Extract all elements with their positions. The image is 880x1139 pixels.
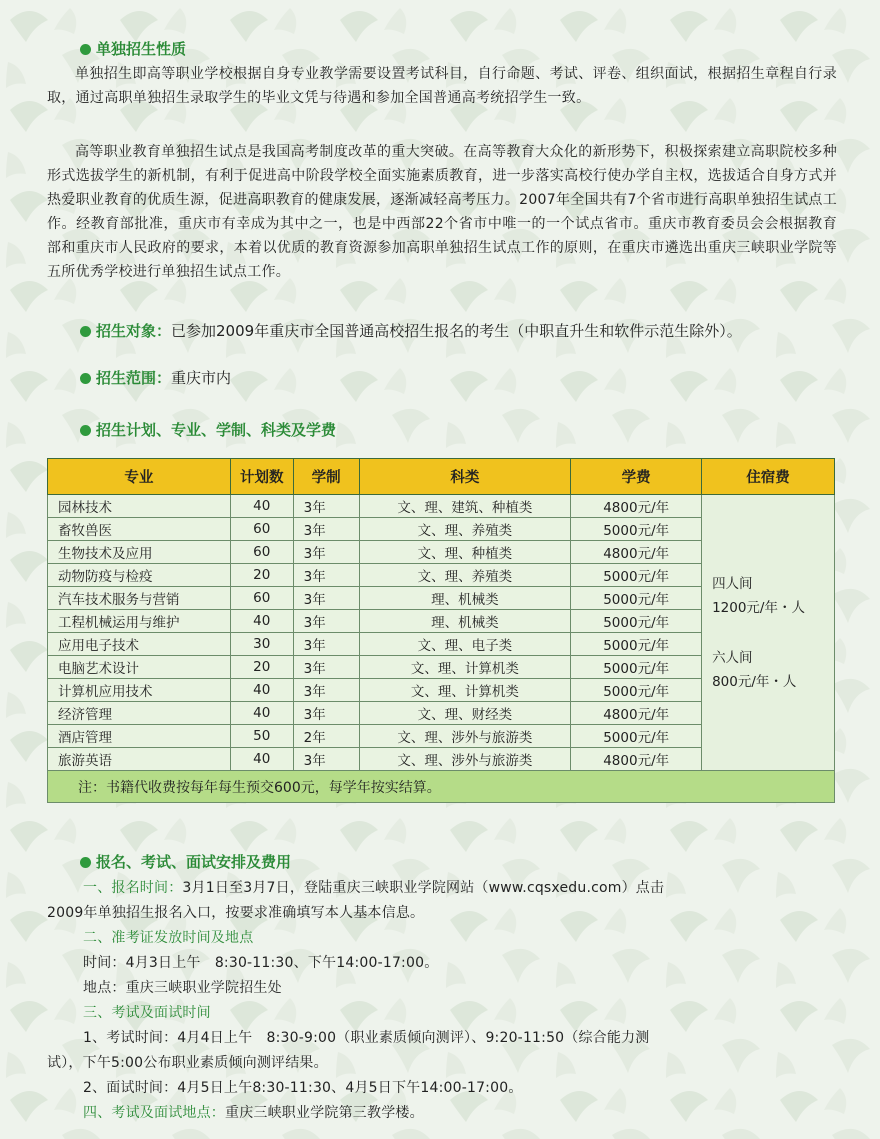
registration-text: 3月1日至3月7日，登陆重庆三峡职业学院网站（www.cqsxedu.com）点击 xyxy=(182,880,665,896)
exam-location-label: 四、考试及面试地点： xyxy=(83,1105,225,1121)
cell-major: 旅游英语 xyxy=(48,748,231,771)
table-header-row xyxy=(48,459,835,495)
cell-major: 动物防疫与检疫 xyxy=(48,564,231,587)
bullet-icon xyxy=(80,373,91,384)
nature-paragraph-2: 高等职业教育单独招生试点是我国高考制度改革的重大突破。在高等教育大众化的新形势下，积极探索建立高职院校多种形式选拔学生的新机制，有利于促进高中阶段学校全面实施素质教育，进一步落实高校行使办学自主权，选拔适合自身方式并热爱职业教育的优质生源，促进高职教育的健康发展，逐渐减轻高考压力。2007年全国共有7个省市进行高职单独招生试点工作。经教育部批准，重庆市有幸成为其中之一，也是中西部22个省市中唯一的一个试点省市。重庆市教育委员会会根据教育部和重庆市人民政府的要求，本着以优质的教育资源参加高职单独招生试点工作的原则，在重庆市遴选出重庆三峡职业学院等五所优秀学校进行单独招生试点工作。 xyxy=(47,144,837,280)
cell-category: 文、理、财经类 xyxy=(359,702,571,725)
cell-major: 畜牧兽医 xyxy=(48,518,231,541)
bullet-icon xyxy=(80,326,91,337)
header-quota: 计划数 xyxy=(230,459,293,495)
cell-duration: 3年 xyxy=(293,518,359,541)
cell-category: 文、理、种植类 xyxy=(359,541,571,564)
dorm-fee-cell xyxy=(702,495,835,771)
cell-quota: 30 xyxy=(230,633,293,656)
cell-category: 文、理、养殖类 xyxy=(359,564,571,587)
cell-quota: 20 xyxy=(230,656,293,679)
cell-duration: 3年 xyxy=(293,495,359,518)
cell-quota: 60 xyxy=(230,541,293,564)
admission-ticket-time: 时间：4月3日上午 8:30-11:30、下午14:00-17:00。 xyxy=(83,955,439,971)
interview-time-line: 2、面试时间：4月5日上午8:30-11:30、4月5日下午14:00-17:00。 xyxy=(83,1080,523,1096)
cell-tuition: 5000元/年 xyxy=(571,633,702,656)
cell-major: 工程机械运用与维护 xyxy=(48,610,231,633)
cell-category: 理、机械类 xyxy=(359,610,571,633)
cell-major: 酒店管理 xyxy=(48,725,231,748)
cell-quota: 40 xyxy=(230,610,293,633)
cell-category: 文、理、涉外与旅游类 xyxy=(359,748,571,771)
bullet-icon xyxy=(80,425,91,436)
exam-time-heading: 三、考试及面试时间 xyxy=(83,1005,211,1021)
cell-duration: 3年 xyxy=(293,564,359,587)
header-duration: 学制 xyxy=(293,459,359,495)
table-note-row xyxy=(48,771,835,803)
cell-quota: 40 xyxy=(230,679,293,702)
cell-duration: 3年 xyxy=(293,587,359,610)
cell-duration: 3年 xyxy=(293,679,359,702)
cell-tuition: 4800元/年 xyxy=(571,748,702,771)
cell-category: 文、理、计算机类 xyxy=(359,679,571,702)
target-row xyxy=(80,319,840,343)
cell-duration: 3年 xyxy=(293,541,359,564)
dorm-six-price: 800元/年・人 xyxy=(712,673,797,690)
bullet-icon xyxy=(80,857,91,868)
registration-line xyxy=(83,878,664,898)
bullet-icon xyxy=(80,44,91,55)
scope-label: 招生范围： xyxy=(96,369,172,387)
cell-category: 文、理、电子类 xyxy=(359,633,571,656)
cell-tuition: 5000元/年 xyxy=(571,518,702,541)
target-text: 已参加2009年重庆市全国普通高校招生报名的考生（中职直升生和软件示范生除外）。 xyxy=(171,322,742,340)
cell-tuition: 4800元/年 xyxy=(571,541,702,564)
dorm-six-block xyxy=(712,646,834,694)
cell-major: 汽车技术服务与营销 xyxy=(48,587,231,610)
registration-line-2: 2009年单独招生报名入口，按要求准确填写本人基本信息。 xyxy=(47,905,425,921)
cell-major: 园林技术 xyxy=(48,495,231,518)
cell-tuition: 5000元/年 xyxy=(571,725,702,748)
dorm-six-room: 六人间 xyxy=(712,649,753,666)
section-heading-arrangements xyxy=(80,852,291,872)
cell-tuition: 4800元/年 xyxy=(571,702,702,725)
cell-quota: 40 xyxy=(230,702,293,725)
plan-table xyxy=(47,458,835,803)
cell-quota: 60 xyxy=(230,587,293,610)
exam-location-line xyxy=(83,1103,424,1123)
header-dorm: 住宿费 xyxy=(702,459,835,495)
header-major: 专业 xyxy=(48,459,231,495)
admission-ticket-heading: 二、准考证发放时间及地点 xyxy=(83,930,254,946)
admission-ticket-place: 地点：重庆三峡职业学院招生处 xyxy=(83,980,282,996)
section-heading-plan xyxy=(80,420,336,440)
table-note: 注：书籍代收费按每年每生预交600元，每学年按实结算。 xyxy=(48,771,835,803)
scope-row xyxy=(80,368,231,388)
cell-tuition: 5000元/年 xyxy=(571,564,702,587)
cell-quota: 20 xyxy=(230,564,293,587)
cell-tuition: 5000元/年 xyxy=(571,587,702,610)
cell-category: 文、理、建筑、种植类 xyxy=(359,495,571,518)
exam-time-line-1: 1、考试时间：4月4日上午 8:30-9:00（职业素质倾向测评）、9:20-11:50（综合能力测 xyxy=(83,1030,650,1046)
cell-category: 文、理、计算机类 xyxy=(359,656,571,679)
dorm-four-block xyxy=(712,572,834,620)
cell-tuition: 5000元/年 xyxy=(571,610,702,633)
section-title: 单独招生性质 xyxy=(96,40,187,58)
target-label: 招生对象： xyxy=(96,322,172,340)
cell-duration: 2年 xyxy=(293,725,359,748)
header-tuition: 学费 xyxy=(571,459,702,495)
nature-paragraph-1: 单独招生即高等职业学校根据自身专业教学需要设置考试科目，自行命题、考试、评卷、组织面试，根据招生章程自行录取，通过高职单独招生录取学生的毕业文凭与待遇和参加全国普通高考统招学生一致。 xyxy=(47,66,837,106)
cell-tuition: 5000元/年 xyxy=(571,679,702,702)
cell-tuition: 5000元/年 xyxy=(571,656,702,679)
table-row xyxy=(48,495,835,518)
cell-major: 生物技术及应用 xyxy=(48,541,231,564)
arrange-title: 报名、考试、面试安排及费用 xyxy=(96,853,292,871)
exam-location-text: 重庆三峡职业学院第三教学楼。 xyxy=(225,1105,424,1121)
registration-label: 一、报名时间： xyxy=(83,880,183,896)
cell-duration: 3年 xyxy=(293,610,359,633)
dorm-four-price: 1200元/年・人 xyxy=(712,599,805,616)
cell-category: 理、机械类 xyxy=(359,587,571,610)
cell-major: 应用电子技术 xyxy=(48,633,231,656)
header-category: 科类 xyxy=(359,459,571,495)
cell-major: 计算机应用技术 xyxy=(48,679,231,702)
cell-tuition: 4800元/年 xyxy=(571,495,702,518)
cell-quota: 40 xyxy=(230,495,293,518)
cell-duration: 3年 xyxy=(293,702,359,725)
cell-major: 电脑艺术设计 xyxy=(48,656,231,679)
cell-duration: 3年 xyxy=(293,656,359,679)
plan-title: 招生计划、专业、学制、科类及学费 xyxy=(96,421,337,439)
cell-duration: 3年 xyxy=(293,633,359,656)
cell-category: 文、理、养殖类 xyxy=(359,518,571,541)
cell-quota: 60 xyxy=(230,518,293,541)
scope-text: 重庆市内 xyxy=(171,369,232,387)
section-heading-nature xyxy=(80,39,186,59)
exam-time-line-2: 试），下午5:00公布职业素质倾向测评结果。 xyxy=(47,1055,328,1071)
cell-quota: 50 xyxy=(230,725,293,748)
cell-duration: 3年 xyxy=(293,748,359,771)
cell-category: 文、理、涉外与旅游类 xyxy=(359,725,571,748)
cell-quota: 40 xyxy=(230,748,293,771)
dorm-four-room: 四人间 xyxy=(712,575,753,592)
cell-major: 经济管理 xyxy=(48,702,231,725)
